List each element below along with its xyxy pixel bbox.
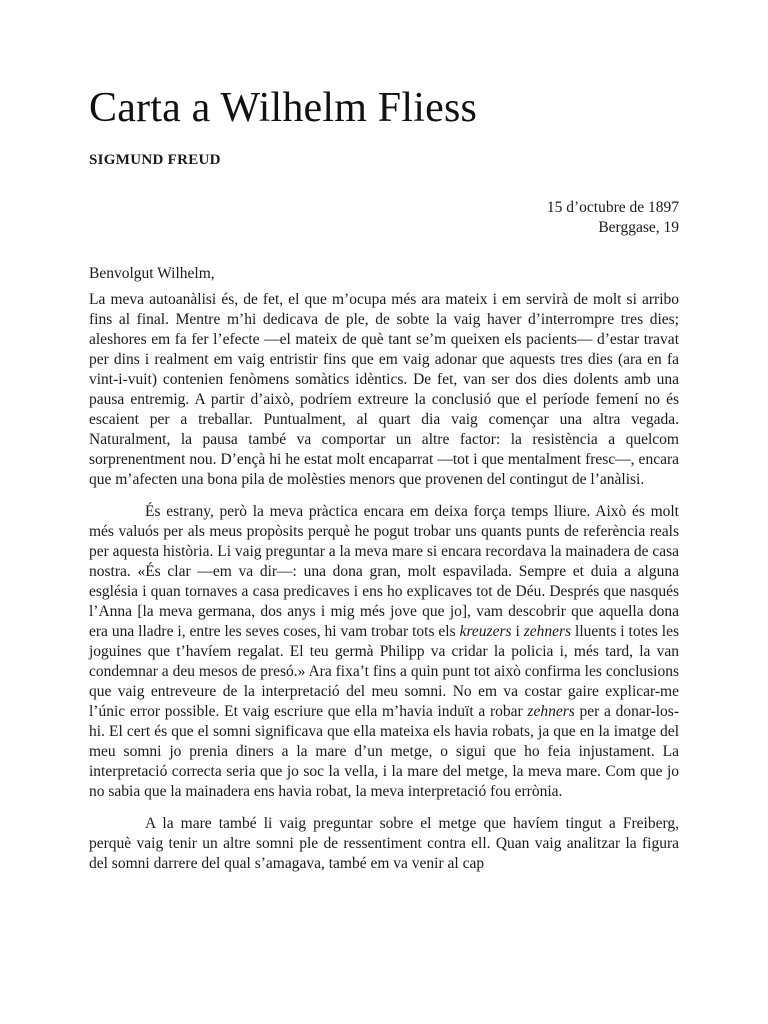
letter-date: 15 d’octubre de 1897 [546,199,679,216]
document-title: Carta a Wilhelm Fliess [89,85,478,131]
letter-place: Berggase, 19 [598,219,679,236]
paragraph-2-text: i [511,623,524,640]
date-block [89,198,679,238]
paragraph-3: A la mare també li vaig preguntar sobre el metge que havíem tingut a Freiberg, perquè vaig tenir un altre somni ple de ressentiment contra ell. Quan vaig analitzar la figura del somni darrere del qual s’amagava, també em va venir al cap [89,815,679,872]
zehners-term: zehners [527,703,575,720]
kreuzers-term: kreuzers [459,623,512,640]
paragraph-2-text: És estrany, però la meva pràctica encara em deixa força temps lliure. Això és molt més valuós per als meus propòsits perquè he pogut trobar uns quants punts de referència reals per aquesta història. Li vaig preguntar a la meva mare si encara recordava la mainadera de casa nostra. «És clar —em va dir—: una dona gran, molt espavilada. Sempre et duia a alguna església i quan tornaves a casa predicaves i ens ho explicaves tot de Déu. Després que nasqués l’Anna [la meva germana, dos anys i mig més jove que jo], vam descobrir que aquella dona era una lladre i, entre les seves coses, hi vam trobar tots els [89,503,679,640]
paragraph-2-text: per a donar-los-hi. El cert és que el somni significava que ella mateixa els havia robats, ja que en la imatge del meu somni jo prenia diners a la mare d’un metge, o sigui que ho feia injustament. La interpretació correcta seria que jo soc la vella, i la mare del metge, la meva mare. Com que jo no sabia que la mainadera ens havia robat, la meva interpretació fou errònia. [89,703,679,800]
salutation: Benvolgut Wilhelm, [89,265,215,282]
letter-page [89,82,679,874]
paragraph-2-text: lluents i totes les joguines que t’havíem regalat. El teu germà Philipp va cridar la policia i, més tard, la van condemnar a deu mesos de presó.» Ara fixa’t fins a quin punt tot això confirma les conclusions que vaig entreveure de la interpretació del meu somni. No em va costar gaire explicar-me l’únic error possible. Et vaig escriure que ella m’havia induït a robar [89,623,679,720]
paragraph-1: La meva autoanàlisi és, de fet, el que m’ocupa més ara mateix i em servirà de molt si arribo fins al final. Mentre m’hi dedicava de ple, de sobte la vaig haver d’interrompre tres dies; aleshores em fa fer l’efecte —el mateix de què tant se’m queixen els pacients— d’estar travat per dins i realment em vaig entristir fins que em vaig adonar que aquests tres dies (ara en fa vint-i-vuit) contenien fenòmens somàtics idèntics. De fet, van ser dos dies dolents amb una pausa entremig. A partir d’això, podríem extreure la conclusió que el període femení no és escaient per a treballar. Puntualment, al quart dia vaig començar una altra vegada. Naturalment, la pausa també va comportar un altre factor: la resistència a quelcom sorprenentment nou. D’ençà hi he estat molt encaparrat —tot i que mentalment fresc—, encara que m’afecten una bona pila de molèsties menors que provenen del contingut de l’anàlisi. [89,291,679,488]
paragraph-2 [89,502,679,802]
zehners-term: zehners [523,623,572,640]
author-name: SIGMUND FREUD [89,152,221,168]
